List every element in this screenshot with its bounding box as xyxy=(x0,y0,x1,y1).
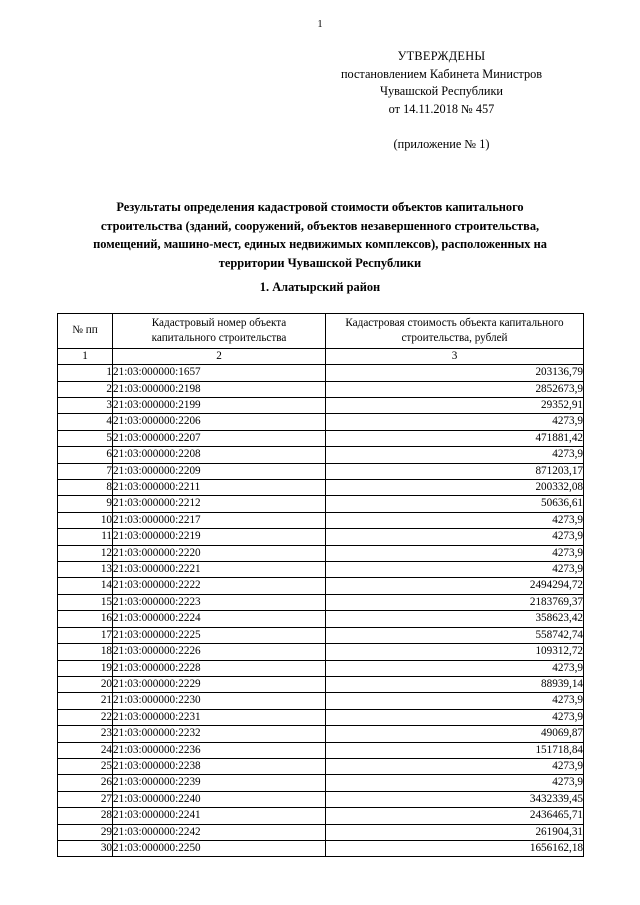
page-title-line-1: Результаты определения кадастровой стоимости объектов капитального xyxy=(116,200,524,214)
table-row xyxy=(58,644,584,660)
cell-cadastral-number: 21:03:000000:2225 xyxy=(113,627,326,643)
cell-cadastral-value: 4273,9 xyxy=(326,545,584,561)
cell-cadastral-number: 21:03:000000:2220 xyxy=(113,545,326,561)
cell-cadastral-value: 1656162,18 xyxy=(326,840,584,856)
table-row xyxy=(58,430,584,446)
cell-row-number: 4 xyxy=(58,414,113,430)
cell-row-number: 15 xyxy=(58,594,113,610)
table-row xyxy=(58,381,584,397)
approval-republic-line: Чувашской Республики xyxy=(379,84,503,99)
cell-cadastral-value: 358623,42 xyxy=(326,611,584,627)
cell-cadastral-number: 21:03:000000:2211 xyxy=(113,480,326,496)
table-row xyxy=(58,824,584,840)
cell-row-number: 19 xyxy=(58,660,113,676)
table-row xyxy=(58,365,584,381)
cell-row-number: 29 xyxy=(58,824,113,840)
cell-row-number: 30 xyxy=(58,840,113,856)
column-number-1: 1 xyxy=(58,349,113,365)
page-title-line-2: строительства (зданий, сооружений, объектов незавершенного строительства, xyxy=(100,218,540,233)
cell-cadastral-value: 4273,9 xyxy=(326,775,584,791)
cell-row-number: 7 xyxy=(58,463,113,479)
cell-row-number: 23 xyxy=(58,726,113,742)
cell-cadastral-value: 4273,9 xyxy=(326,693,584,709)
cell-row-number: 12 xyxy=(58,545,113,561)
table-row xyxy=(58,840,584,856)
cell-row-number: 26 xyxy=(58,775,113,791)
section-heading: 1. Алатырский район xyxy=(259,280,381,294)
cell-cadastral-number: 21:03:000000:2209 xyxy=(113,463,326,479)
cell-cadastral-value: 4273,9 xyxy=(326,414,584,430)
cell-row-number: 20 xyxy=(58,676,113,692)
cell-cadastral-value: 4273,9 xyxy=(326,758,584,774)
cell-cadastral-number: 21:03:000000:2240 xyxy=(113,791,326,807)
cell-cadastral-value: 2852673,9 xyxy=(326,381,584,397)
cell-row-number: 27 xyxy=(58,791,113,807)
cell-cadastral-value: 4273,9 xyxy=(326,529,584,545)
cell-cadastral-value: 4273,9 xyxy=(326,447,584,463)
cell-cadastral-number: 21:03:000000:2208 xyxy=(113,447,326,463)
cell-cadastral-number: 21:03:000000:2222 xyxy=(113,578,326,594)
table-row xyxy=(58,463,584,479)
cell-cadastral-value: 4273,9 xyxy=(326,660,584,676)
cell-row-number: 28 xyxy=(58,808,113,824)
table-row xyxy=(58,726,584,742)
cell-cadastral-number: 21:03:000000:2230 xyxy=(113,693,326,709)
cell-row-number: 25 xyxy=(58,758,113,774)
table-row xyxy=(58,611,584,627)
cell-cadastral-number: 21:03:000000:2221 xyxy=(113,562,326,578)
cell-row-number: 8 xyxy=(58,480,113,496)
cell-row-number: 5 xyxy=(58,430,113,446)
approval-block xyxy=(300,48,583,154)
cell-row-number: 22 xyxy=(58,709,113,725)
cell-cadastral-number: 21:03:000000:2207 xyxy=(113,430,326,446)
cell-row-number: 9 xyxy=(58,496,113,512)
table-row xyxy=(58,660,584,676)
cell-cadastral-number: 21:03:000000:2239 xyxy=(113,775,326,791)
approval-title: УТВЕРЖДЕНЫ xyxy=(397,49,486,63)
cell-cadastral-value: 4273,9 xyxy=(326,709,584,725)
table-row xyxy=(58,742,584,758)
cell-row-number: 3 xyxy=(58,398,113,414)
cell-cadastral-number: 21:03:000000:2232 xyxy=(113,726,326,742)
column-header-cadastral-number xyxy=(113,314,326,349)
cell-cadastral-number: 21:03:000000:2228 xyxy=(113,660,326,676)
cell-cadastral-value: 29352,91 xyxy=(326,398,584,414)
cell-cadastral-number: 21:03:000000:2229 xyxy=(113,676,326,692)
cell-cadastral-number: 21:03:000000:2217 xyxy=(113,512,326,528)
cell-cadastral-value: 3432339,45 xyxy=(326,791,584,807)
cell-row-number: 11 xyxy=(58,529,113,545)
cell-cadastral-number: 21:03:000000:1657 xyxy=(113,365,326,381)
page-title xyxy=(57,198,583,272)
cell-cadastral-value: 558742,74 xyxy=(326,627,584,643)
table-row xyxy=(58,512,584,528)
cell-cadastral-number: 21:03:000000:2223 xyxy=(113,594,326,610)
cell-cadastral-number: 21:03:000000:2250 xyxy=(113,840,326,856)
table-row xyxy=(58,545,584,561)
cell-cadastral-number: 21:03:000000:2219 xyxy=(113,529,326,545)
table-row xyxy=(58,693,584,709)
column-number-2: 2 xyxy=(113,349,326,365)
cell-row-number: 2 xyxy=(58,381,113,397)
cell-cadastral-number: 21:03:000000:2236 xyxy=(113,742,326,758)
cell-row-number: 18 xyxy=(58,644,113,660)
cell-cadastral-number: 21:03:000000:2238 xyxy=(113,758,326,774)
cell-cadastral-number: 21:03:000000:2206 xyxy=(113,414,326,430)
cell-cadastral-number: 21:03:000000:2212 xyxy=(113,496,326,512)
table-row xyxy=(58,594,584,610)
approval-authority-line: постановлением Кабинета Министров xyxy=(340,66,543,81)
table-row xyxy=(58,791,584,807)
cell-cadastral-number: 21:03:000000:2231 xyxy=(113,709,326,725)
table-body xyxy=(58,365,584,857)
table-row xyxy=(58,578,584,594)
cell-cadastral-number: 21:03:000000:2198 xyxy=(113,381,326,397)
cell-cadastral-value: 200332,08 xyxy=(326,480,584,496)
table-row xyxy=(58,775,584,791)
cell-row-number: 6 xyxy=(58,447,113,463)
cell-row-number: 24 xyxy=(58,742,113,758)
column-header-cadastral-number-line-2: капитального строительства xyxy=(151,331,287,344)
cell-cadastral-value: 203136,79 xyxy=(326,365,584,381)
cell-cadastral-value: 2436465,71 xyxy=(326,808,584,824)
page-title-line-3: помещений, машино-мест, единых недвижимых комплексов), расположенных на xyxy=(93,237,547,252)
cell-cadastral-number: 21:03:000000:2241 xyxy=(113,808,326,824)
cell-cadastral-number: 21:03:000000:2199 xyxy=(113,398,326,414)
table-row xyxy=(58,758,584,774)
cadastral-values-table xyxy=(57,313,584,857)
table-row xyxy=(58,496,584,512)
column-header-cadastral-value-line-1: Кадастровая стоимость объекта капитального xyxy=(345,317,564,329)
column-numbering-row xyxy=(58,349,584,365)
page-number: 1 xyxy=(317,19,323,30)
cell-row-number: 14 xyxy=(58,578,113,594)
cell-cadastral-value: 4273,9 xyxy=(326,512,584,528)
appendix-reference: (приложение № 1) xyxy=(393,137,490,152)
cell-cadastral-value: 151718,84 xyxy=(326,742,584,758)
table-row xyxy=(58,562,584,578)
cell-row-number: 1 xyxy=(58,365,113,381)
table-header xyxy=(58,314,584,365)
column-number-3: 3 xyxy=(326,349,584,365)
cell-cadastral-value: 471881,42 xyxy=(326,430,584,446)
cell-cadastral-number: 21:03:000000:2242 xyxy=(113,824,326,840)
page-title-line-4: территории Чувашской Республики xyxy=(218,255,422,270)
table-row xyxy=(58,627,584,643)
cell-cadastral-number: 21:03:000000:2226 xyxy=(113,644,326,660)
cell-cadastral-value: 50636,61 xyxy=(326,496,584,512)
cell-cadastral-value: 49069,87 xyxy=(326,726,584,742)
cell-row-number: 21 xyxy=(58,693,113,709)
table-header-row xyxy=(58,314,584,349)
table-row xyxy=(58,480,584,496)
cell-cadastral-value: 261904,31 xyxy=(326,824,584,840)
approval-date-number-line: от 14.11.2018 № 457 xyxy=(388,101,495,116)
cell-row-number: 17 xyxy=(58,627,113,643)
cell-cadastral-value: 2494294,72 xyxy=(326,578,584,594)
table-row xyxy=(58,447,584,463)
cell-row-number: 13 xyxy=(58,562,113,578)
cell-row-number: 16 xyxy=(58,611,113,627)
column-header-cadastral-value-line-2: строительства, рублей xyxy=(401,331,508,344)
table-row xyxy=(58,414,584,430)
column-header-cadastral-number-line-1: Кадастровый номер объекта xyxy=(151,317,287,329)
column-header-cadastral-value xyxy=(326,314,584,349)
cell-row-number: 10 xyxy=(58,512,113,528)
table-row xyxy=(58,676,584,692)
cell-cadastral-value: 4273,9 xyxy=(326,562,584,578)
table-row xyxy=(58,398,584,414)
cell-cadastral-value: 88939,14 xyxy=(326,676,584,692)
cell-cadastral-value: 109312,72 xyxy=(326,644,584,660)
cell-cadastral-value: 871203,17 xyxy=(326,463,584,479)
cell-cadastral-value: 2183769,37 xyxy=(326,594,584,610)
table-row xyxy=(58,808,584,824)
cell-cadastral-number: 21:03:000000:2224 xyxy=(113,611,326,627)
column-header-number: № пп xyxy=(58,314,113,349)
table-row xyxy=(58,529,584,545)
table-row xyxy=(58,709,584,725)
